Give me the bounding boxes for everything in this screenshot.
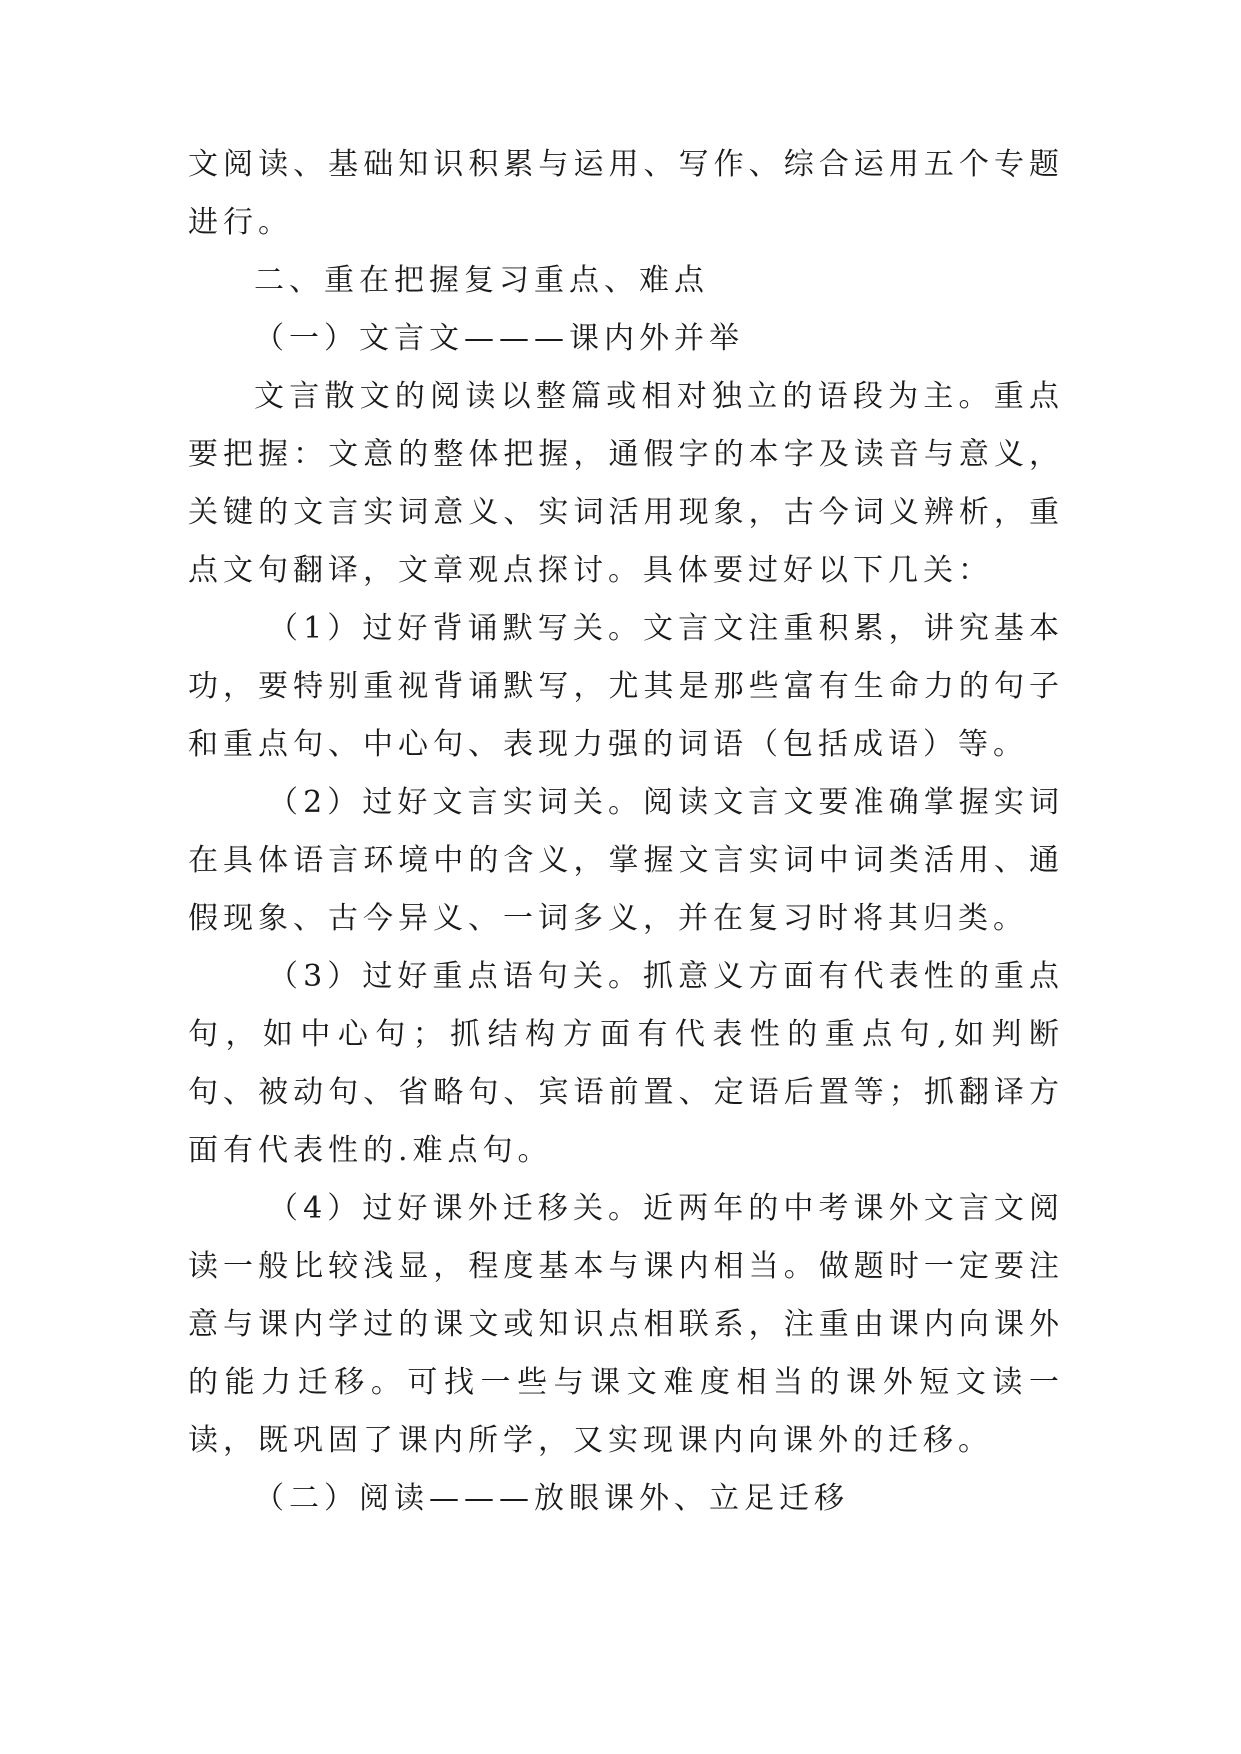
paragraph-item-4: （4）过好课外迁移关。近两年的中考课外文言文阅读一般比较浅显，程度基本与课内相当。做题时一定要注意与课内学过的课文或知识点相联系，注重由课内向课外的能力迁移。可找一些与课文难度相当的课外短文读一读，既巩固了课内所学，又实现课内向课外的迁移。 bbox=[188, 1191, 1064, 1458]
paragraph-item-1: （1）过好背诵默写关。文言文注重积累，讲究基本功，要特别重视背诵默写，尤其是那些富有生命力的句子和重点句、中心句、表现力强的词语（包括成语）等。 bbox=[188, 611, 1064, 762]
subsection-heading-reading: （二）阅读———放眼课外、立足迁移 bbox=[254, 1481, 849, 1516]
document-page bbox=[188, 136, 1064, 1528]
paragraph-item-3: （3）过好重点语句关。抓意义方面有代表性的重点句，如中心句；抓结构方面有代表性的重点句,如判断句、被动句、省略句、宾语前置、定语后置等；抓翻译方面有代表性的.难点句。 bbox=[188, 959, 1064, 1168]
subsection-heading-classical-chinese: （一）文言文———课内外并举 bbox=[254, 321, 744, 356]
paragraph-classical-overview: 文言散文的阅读以整篇或相对独立的语段为主。重点要把握：文意的整体把握，通假字的本字及读音与意义，关键的文言实词意义、实词活用现象，古今词义辨析，重点文句翻译，文章观点探讨。具体要过好以下几关： bbox=[188, 379, 1064, 588]
paragraph-continuation: 文阅读、基础知识积累与运用、写作、综合运用五个专题进行。 bbox=[188, 147, 1064, 240]
section-heading-2: 二、重在把握复习重点、难点 bbox=[254, 263, 709, 298]
paragraph-item-2: （2）过好文言实词关。阅读文言文要准确掌握实词在具体语言环境中的含义，掌握文言实词中词类活用、通假现象、古今异义、一词多义，并在复习时将其归类。 bbox=[188, 785, 1064, 936]
